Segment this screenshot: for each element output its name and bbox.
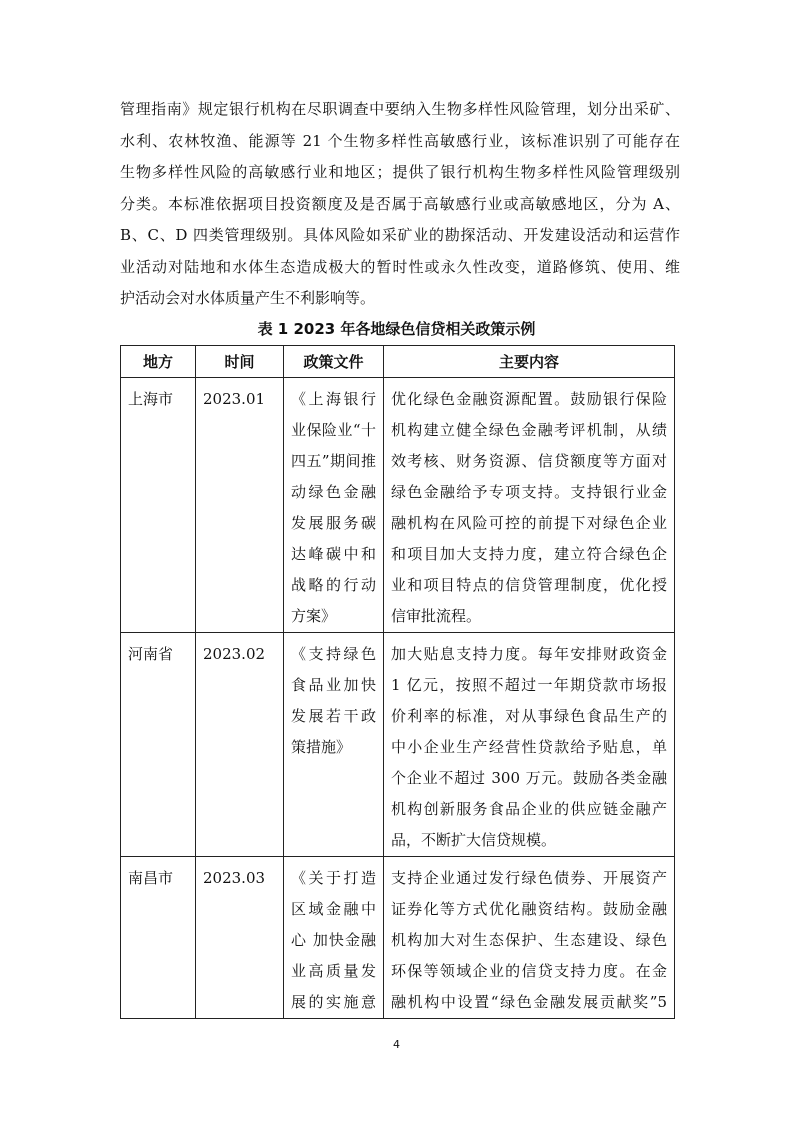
document-line: 食品业加快 (291, 676, 376, 694)
cell-region: 河南省 (121, 633, 196, 857)
cell-document (284, 633, 384, 857)
document-line: 区域金融中 (291, 900, 376, 918)
content-line: 信审批流程。 (391, 607, 482, 625)
content-line: 加大贴息支持力度。每年安排财政资金 (391, 645, 667, 663)
cell-document (284, 378, 384, 633)
cell-document (284, 857, 384, 1019)
document-line: 《关于打造 (291, 869, 376, 887)
document-line: 业高质量发 (291, 962, 376, 980)
paragraph-line: B、C、D 四类管理级别。具体风险如采矿业的勘探活动、开发建设活动和运营作 (120, 226, 680, 244)
content-line: 价利率的标准，对从事绿色食品生产的 (391, 707, 667, 725)
content-line: 证券化等方式优化融资结构。鼓励金融 (391, 900, 667, 918)
cell-content (384, 857, 675, 1019)
content-line: 机构创新服务食品企业的供应链金融产 (391, 800, 667, 818)
content-line: 融机构在风险可控的前提下对绿色企业 (391, 514, 667, 532)
document-line: 方案》 (291, 607, 337, 625)
document-line: 《上海银行 (291, 390, 376, 408)
header-date: 时间 (196, 346, 284, 378)
content-line: 1 亿元，按照不超过一年期贷款市场报 (391, 676, 667, 694)
paragraph-line: 生物多样性风险的高敏感行业和地区；提供了银行机构生物多样性风险管理级别 (120, 163, 680, 181)
table-header-row (121, 346, 675, 378)
paragraph-line: 管理指南》规定银行机构在尽职调查中要纳入生物多样性风险管理，划分出采矿、 (120, 100, 680, 118)
cell-content (384, 378, 675, 633)
content-line: 中小企业生产经营性贷款给予贴息，单 (391, 738, 667, 756)
content-line: 支持企业通过发行绿色债券、开展资产 (391, 869, 667, 887)
content-line: 融机构中设置“绿色金融发展贡献奖”5 (391, 993, 667, 1011)
header-document: 政策文件 (284, 346, 384, 378)
content-line: 和项目加大支持力度，建立符合绿色企 (391, 545, 667, 563)
cell-content (384, 633, 675, 857)
page-number: 4 (393, 1038, 400, 1051)
header-content: 主要内容 (384, 346, 675, 378)
document-line: 《支持绿色 (291, 645, 376, 663)
cell-date: 2023.03 (196, 857, 284, 1019)
table-row (121, 633, 675, 857)
content-line: 机构加大对生态保护、生态建设、绿色 (391, 931, 667, 949)
content-line: 业和项目特点的信贷管理制度，优化授 (391, 576, 667, 594)
document-line: 业保险业“十 (291, 421, 376, 439)
content-line: 环保等领域企业的信贷支持力度。在金 (391, 962, 667, 980)
paragraph-line: 护活动会对水体质量产生不利影响等。 (120, 289, 376, 307)
document-line: 策措施》 (291, 738, 352, 756)
document-line: 动绿色金融 (291, 483, 376, 501)
content-line: 优化绿色金融资源配置。鼓励银行保险 (391, 390, 667, 408)
content-line: 品，不断扩大信贷规模。 (391, 831, 557, 849)
policy-table (120, 345, 675, 1019)
cell-region: 南昌市 (121, 857, 196, 1019)
content-line: 效考核、财务资源、信贷额度等方面对 (391, 452, 667, 470)
document-line: 战略的行动 (291, 576, 376, 594)
document-line: 达峰碳中和 (291, 545, 376, 563)
cell-date: 2023.01 (196, 378, 284, 633)
cell-date: 2023.02 (196, 633, 284, 857)
header-region: 地方 (121, 346, 196, 378)
table-caption: 表 1 2023 年各地绿色信贷相关政策示例 (257, 320, 536, 338)
document-line: 发展若干政 (291, 707, 376, 725)
document-line: 四五”期间推 (291, 452, 376, 470)
document-line: 发展服务碳 (291, 514, 376, 532)
cell-region: 上海市 (121, 378, 196, 633)
paragraph-line: 水利、农林牧渔、能源等 21 个生物多样性高敏感行业，该标准识别了可能存在 (120, 131, 680, 150)
table-row (121, 378, 675, 633)
table-row (121, 857, 675, 1019)
paragraph-line: 分类。本标准依据项目投资额度及是否属于高敏感行业或高敏感地区，分为 A、 (120, 194, 680, 213)
content-line: 个企业不超过 300 万元。鼓励各类金融 (391, 769, 667, 787)
content-line: 机构建立健全绿色金融考评机制，从绩 (391, 421, 667, 439)
body-paragraph (120, 94, 680, 315)
document-line: 展的实施意 (291, 993, 376, 1011)
document-line: 心 加快金融 (291, 931, 376, 949)
paragraph-line: 业活动对陆地和水体生态造成极大的暂时性或永久性改变，道路修筑、使用、维 (120, 257, 680, 276)
content-line: 绿色金融给予专项支持。支持银行业金 (391, 483, 667, 501)
